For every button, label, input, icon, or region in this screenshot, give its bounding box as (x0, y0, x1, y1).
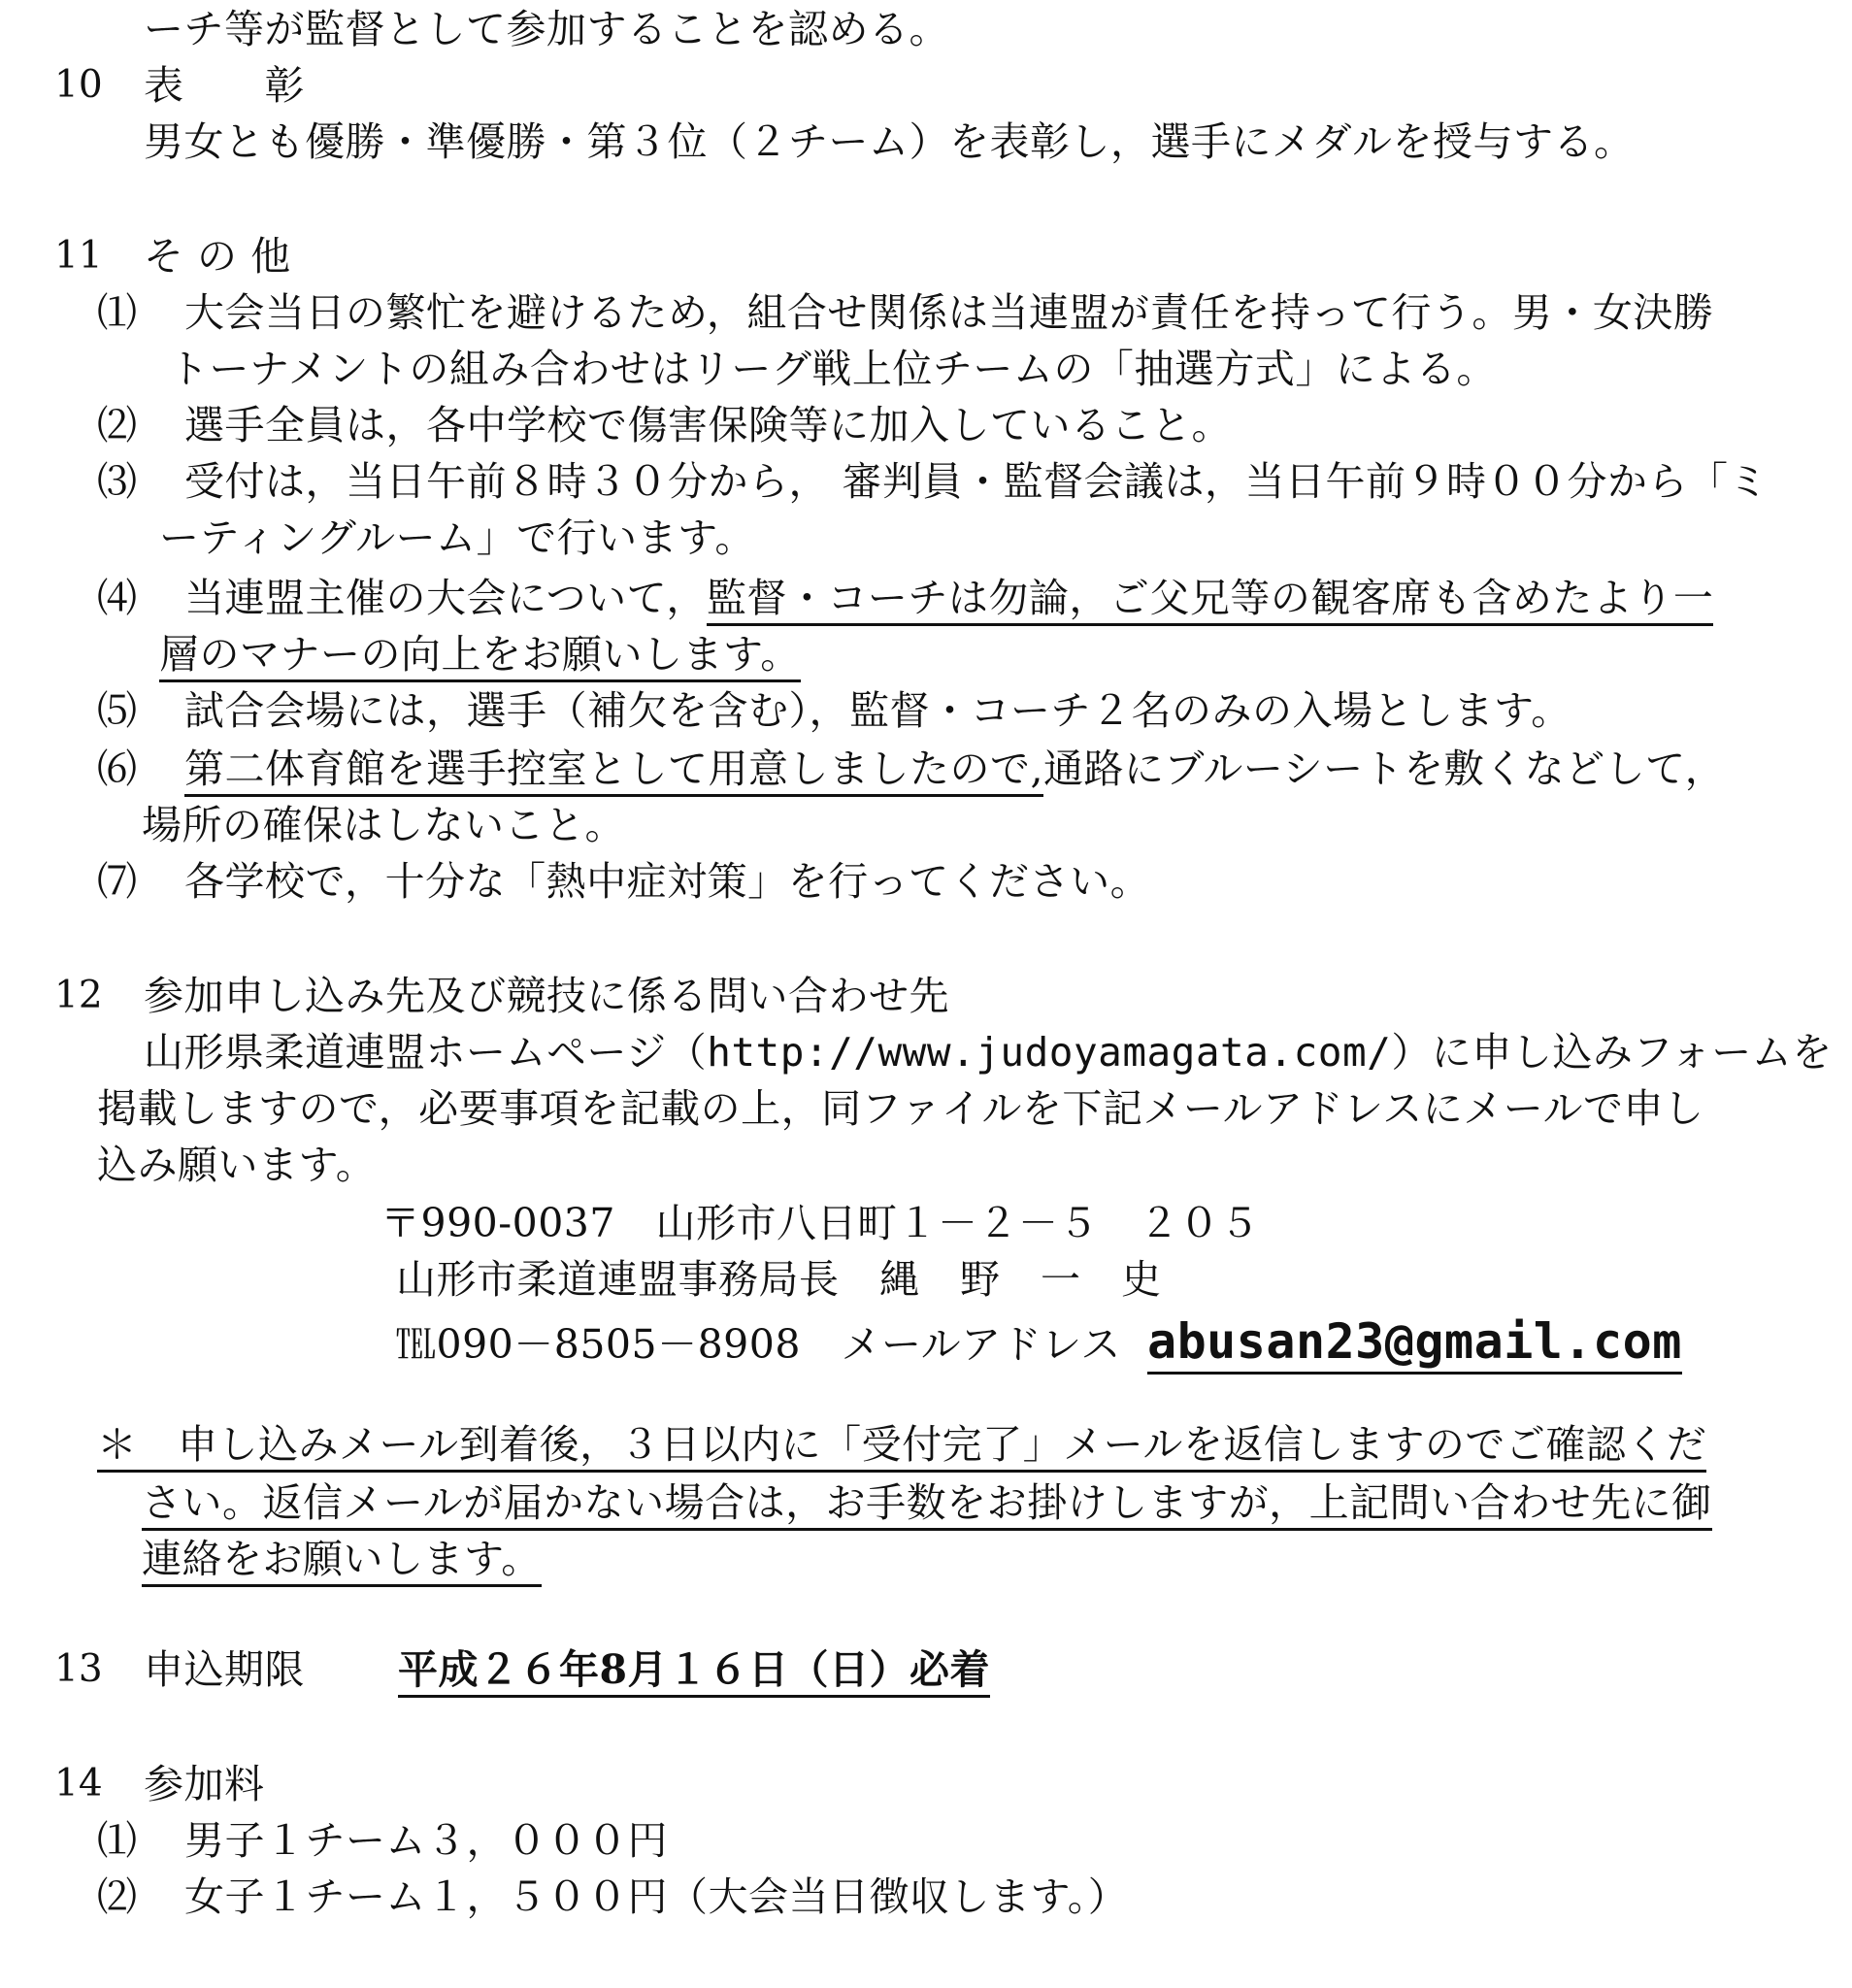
item-11-2-label: ⑵ (97, 402, 138, 448)
item-11-7-label: ⑺ (97, 858, 138, 905)
section-12-number: 12 (54, 974, 103, 1017)
section-11-heading: そ の 他 (144, 233, 291, 280)
item-11-6-line1 (184, 744, 1725, 794)
section-10-text: 男女とも優勝・準優勝・第３位（２チーム）を表彰し，選手にメダルを授与する。 (144, 118, 1635, 165)
item-11-3-line2: ーティングルーム」で行います。 (159, 514, 755, 561)
item-11-4-plain-text: 当連盟主催の大会について， (184, 575, 707, 621)
item-11-6-label: ⑹ (97, 746, 138, 792)
item-11-2-line1: 選手全員は，各中学校で傷害保険等に加入していること。 (184, 402, 1232, 448)
tel-text: ℡090－8505－8908 メールアドレス (396, 1321, 1121, 1368)
item-11-4-line1 (184, 573, 1713, 623)
item-11-5-label: ⑸ (97, 687, 138, 734)
section-13-heading: 申込期限 (144, 1646, 305, 1693)
item-11-6-plain-text: 通路にブルーシートを敷くなどして， (1043, 746, 1726, 792)
deadline-text: 平成２６年8月１６日（日）必着 (398, 1646, 990, 1698)
fee-item-1-label: ⑴ (97, 1817, 138, 1864)
item-11-3-label: ⑶ (97, 458, 138, 505)
section-12-paragraph-line1 (144, 1027, 1833, 1077)
item-11-5-line1: 試合会場には，選手（補欠を含む），監督・コーチ２名のみの入場とします。 (184, 687, 1571, 734)
section-12-paragraph-line3: 込み願います。 (97, 1142, 377, 1188)
office-contact: 山形市柔道連盟事務局長 縄 野 一 史 (396, 1256, 1162, 1303)
paragraph-text-2: ）に申し込みフォームを (1391, 1029, 1833, 1076)
note-text-3: 連絡をお願いします。 (142, 1536, 542, 1587)
note-line1 (97, 1419, 1706, 1470)
paragraph-text: 山形県柔道連盟ホームページ（ (144, 1029, 708, 1076)
section-14-heading: 参加料 (144, 1761, 265, 1807)
item-11-1-line2: トーナメントの組み合わせはリーグ戦上位チームの「抽選方式」による。 (169, 346, 1497, 392)
section-13-number: 13 (54, 1647, 103, 1691)
note-line3 (142, 1534, 542, 1584)
note-text-2: さい。返信メールが届かない場合は，お手数をお掛けしますが，上記問い合わせ先に御 (142, 1479, 1712, 1531)
item-11-4-underlined-text: 監督・コーチは勿論，ご父兄等の観客席も含めたより一 (707, 575, 1714, 626)
item-11-4-label: ⑷ (97, 575, 138, 621)
section-14-number: 14 (54, 1762, 103, 1806)
note-text-1: ＊ 申し込みメール到着後，３日以内に「受付完了」メールを返信しますのでご確認くだ (97, 1421, 1706, 1473)
postal-address: 〒990-0037 山形市八日町１－２－５ ２０５ (380, 1200, 1260, 1246)
homepage-url: http://www.judoyamagata.com/ (707, 1029, 1392, 1076)
section-12-paragraph-line2: 掲載しますので，必要事項を記載の上，同ファイルを下記メールアドレスにメールで申し (97, 1085, 1704, 1132)
item-11-7-line1: 各学校で，十分な「熱中症対策」を行ってください。 (184, 858, 1151, 905)
item-11-1-label: ⑴ (97, 289, 138, 336)
note-line2 (142, 1477, 1712, 1528)
item-11-6-line2: 場所の確保はしないこと。 (142, 802, 625, 848)
section-11-number: 11 (54, 234, 103, 278)
continuation-line: ーチ等が監督として参加することを認める。 (144, 6, 949, 52)
contact-email: abusan23@gmail.com (1147, 1313, 1682, 1375)
fee-item-1-text: 男子１チーム３，０００円 (184, 1817, 668, 1864)
item-11-1-line1: 大会当日の繁忙を避けるため，組合せ関係は当連盟が責任を持って行う。男・女決勝 (184, 289, 1714, 336)
section-12-heading: 参加申し込み先及び競技に係る問い合わせ先 (144, 973, 949, 1019)
fee-item-2-text: 女子１チーム１，５００円（大会当日徴収します。） (184, 1873, 1129, 1920)
section-10-heading: 表 彰 (144, 62, 305, 109)
section-10-number: 10 (54, 63, 103, 107)
item-11-4-line2 (159, 629, 801, 679)
item-11-3-line1: 受付は，当日午前８時３０分から， 審判員・監督会議は，当日午前９時００分から「ミ (184, 458, 1769, 505)
item-11-6-underlined-text: 第二体育館を選手控室として用意しましたので, (184, 746, 1043, 797)
item-11-4-underlined-text-2: 層のマナーの向上をお願いします。 (159, 631, 801, 682)
fee-item-2-label: ⑵ (97, 1873, 138, 1920)
tel-line (396, 1313, 1682, 1370)
deadline-date (398, 1644, 990, 1695)
